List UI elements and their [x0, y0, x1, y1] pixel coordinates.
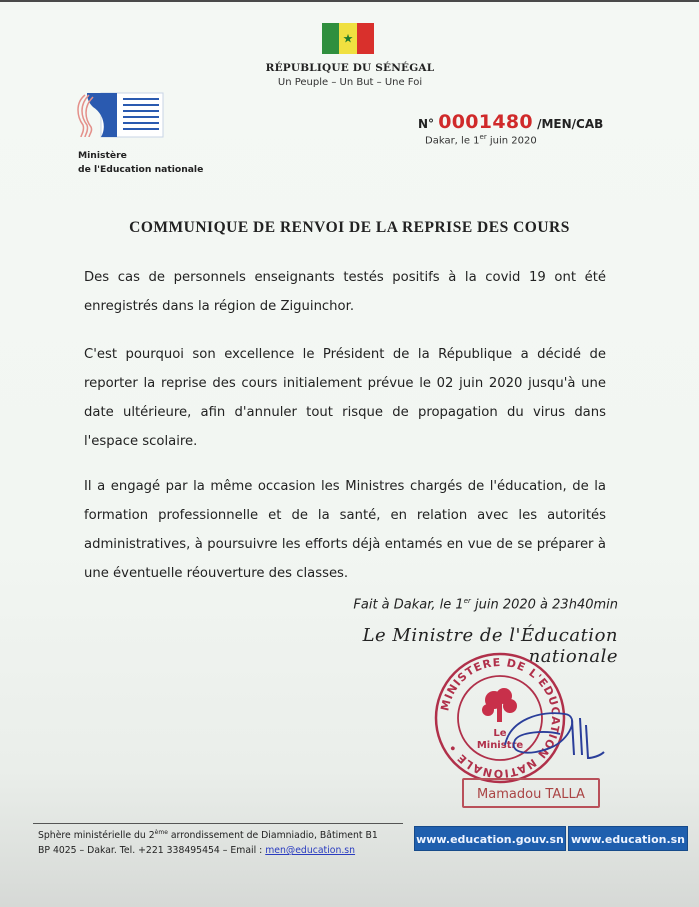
signed-place-date [300, 597, 618, 612]
reference-number [418, 111, 603, 133]
reference-number-value: 0001480 [438, 111, 533, 133]
address-line-2 [38, 843, 378, 858]
signed-sup: er [463, 597, 471, 605]
reference-prefix: N° [418, 117, 435, 131]
paragraph-3: Il a engagé par la même occasion les Ministres chargés de l'éducation, de la formation professionnelle et de la santé, en relation avec les autorités administratives, à poursuivre les efforts déjà entamés en vue de se préparer à une éventuelle réouverture des classes. [84, 479, 606, 581]
address-suffix: arrondissement de Diamniadio, Bâtiment B1 [167, 830, 378, 842]
senegal-flag-icon: ★ [322, 23, 374, 54]
paragraph-2: C'est pourquoi son excellence le Président de la République a décidé de reporter la reprise des cours initialement prévue le 02 juin 2020 jusqu'à une date ultérieure, afin d'annuler tout risque de propagation du virus dans l'espace scolaire. [84, 347, 606, 449]
national-motto: Un Peuple – Un But – Une Foi [277, 77, 423, 88]
ministry-line-1: Ministère [78, 150, 127, 161]
signatory-name-stamp: Mamadou TALLA [462, 778, 600, 808]
date-sup: er [479, 133, 487, 141]
footer-divider [33, 823, 403, 824]
signed-suffix: juin 2020 à 23h40min [470, 597, 618, 613]
signatory-title: Le Ministre de l'Éducation nationale [362, 625, 618, 667]
email-link[interactable]: men@education.sn [265, 845, 356, 857]
handwritten-signature-icon [500, 700, 610, 770]
svg-text:MINISTERE DE L'EDUCATION NATIO: MINISTERE DE L'EDUCATION NATIONALE • [438, 655, 563, 781]
date-prefix: Dakar, le 1 [425, 135, 480, 147]
top-border [0, 0, 699, 2]
footer-address [38, 825, 378, 858]
svg-text:Ministre: Ministre [476, 740, 524, 751]
address-sup: ème [154, 829, 168, 836]
svg-text:Le: Le [493, 728, 507, 739]
signed-prefix: Fait à Dakar, le 1 [353, 597, 464, 613]
contact-info: BP 4025 – Dakar. Tel. +221 338495454 – Email : [38, 845, 266, 857]
website-link-gouv[interactable]: www.education.gouv.sn [414, 826, 566, 851]
ministry-name [78, 149, 203, 177]
country-name: RÉPUBLIQUE DU SÉNÉGAL [265, 62, 435, 74]
reference-suffix: /MEN/CAB [537, 117, 604, 131]
address-prefix: Sphère ministérielle du 2 [38, 830, 155, 842]
paragraph-1: Des cas de personnels enseignants testés positifs à la covid 19 ont été enregistrés dans la région de Ziguinchor. [84, 270, 606, 314]
address-line-1 [38, 825, 378, 843]
reference-date [425, 133, 537, 146]
ministry-line-2: de l'Education nationale [78, 164, 204, 175]
website-link[interactable]: www.education.sn [568, 826, 688, 851]
document-title: COMMUNIQUE DE RENVOI DE LA REPRISE DES COURS [129, 219, 570, 236]
ministry-logo-icon [73, 91, 165, 139]
date-suffix: juin 2020 [486, 135, 537, 147]
